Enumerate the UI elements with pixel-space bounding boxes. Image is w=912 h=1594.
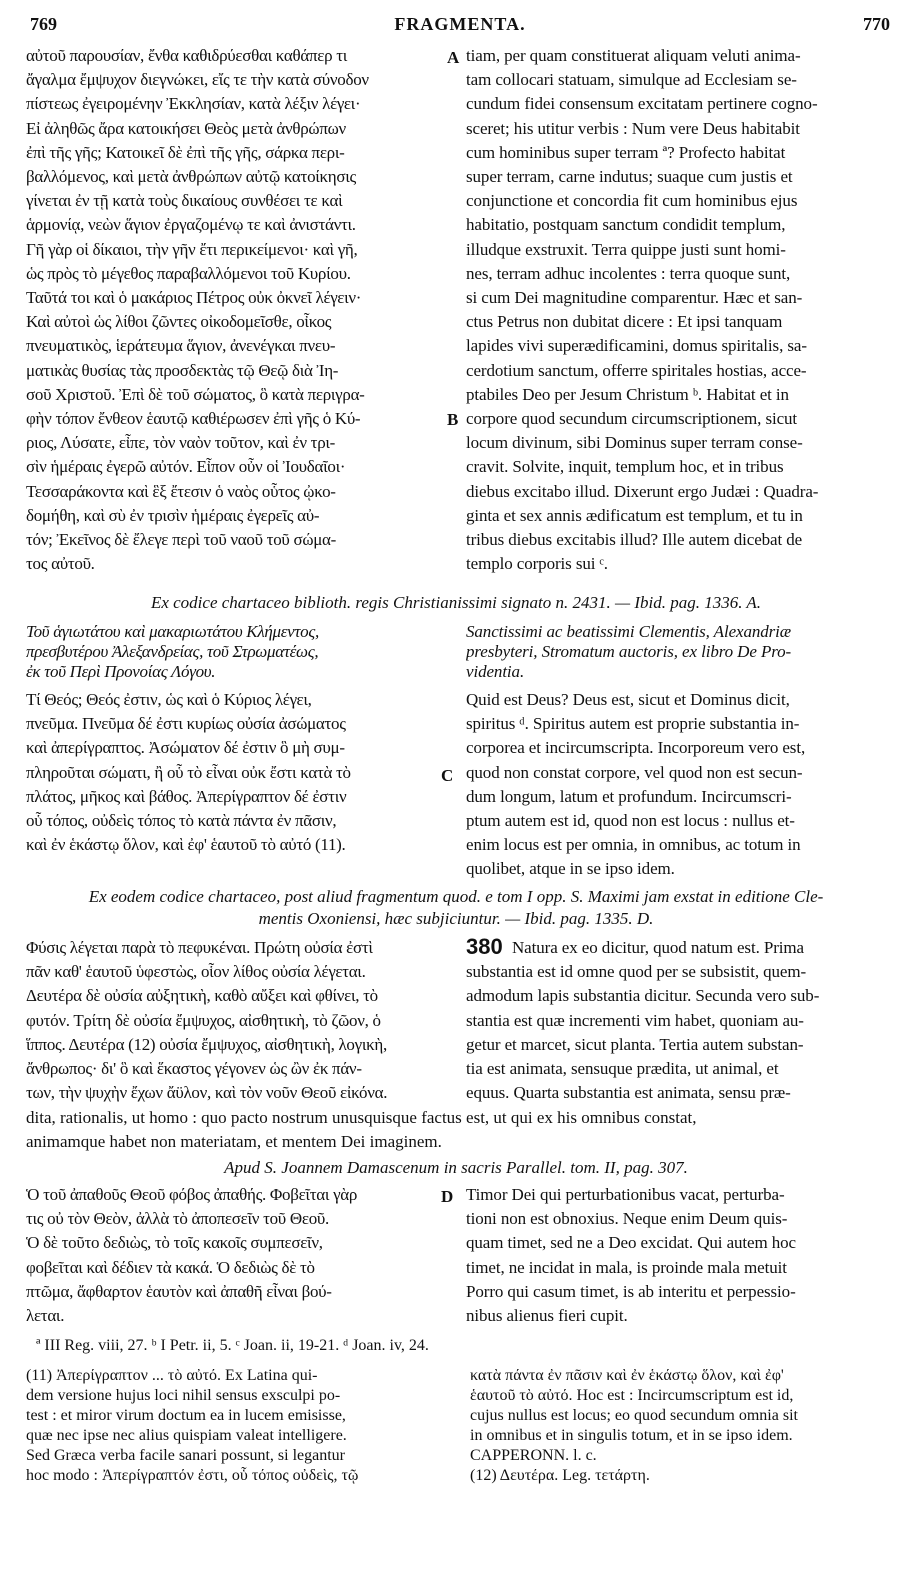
- text-line: τος αὐτοῦ.: [26, 554, 95, 574]
- section4-latin: [466, 1183, 886, 1328]
- text-line: Porro qui casum timet, is ab interitu et perpessio-: [466, 1281, 796, 1301]
- footnote-line: dem versione hujus loci nihil sensus exsculpi po-: [26, 1387, 341, 1404]
- margin-letter-d: D: [441, 1187, 454, 1206]
- text-line: ἐπὶ τῆς γῆς; Κατοικεῖ δὲ ἐπὶ τῆς γῆς, σάρκα περι-: [26, 142, 345, 162]
- text-line: φοβεῖται καὶ δέδιεν τὰ κακά. Ὁ δεδιὼς δὲ τὸ: [26, 1257, 315, 1277]
- text-line: Τεσσαράκοντα καὶ ἓξ ἔτεσιν ὁ ναὸς οὗτος ᾠκο-: [26, 481, 336, 501]
- text-line: ptum autem est id, quod non est locus : nullus et-: [466, 811, 795, 831]
- footnote-line: test : et miror virum doctum ea in lucem emisisse,: [26, 1407, 346, 1424]
- section1-latin: [466, 44, 886, 576]
- footnote-line: ἑαυτοῦ τὸ αὐτό. Hoc est : Incircumscriptum est id,: [470, 1387, 794, 1404]
- text-line: Timor Dei qui perturbationibus vacat, perturba-: [466, 1185, 785, 1204]
- text-line: πνευματικὸς, ἱεράτευμα ἅγιον, ἀνενέγκαι πνευ-: [26, 336, 336, 356]
- text-line: καὶ ἐν ἑκάστῳ ὅλον, καὶ ἐφ' ἑαυτοῦ τὸ αὐτό (11).: [26, 835, 346, 855]
- text-line: equus. Quarta substantia est animata, sensu præ-: [466, 1083, 791, 1103]
- footnote-line: κατὰ πάντα ἐν πᾶσιν καὶ ἐν ἑκάστῳ ὅλον, καὶ ἐφ': [470, 1367, 784, 1384]
- text-line: sceret; his utitur verbis : Num vere Deus habitabit: [466, 118, 800, 138]
- text-line: cerdotium sanctum, offerre spiritales hostias, acce-: [466, 360, 807, 380]
- text-line: ἵππος. Δευτέρα (12) οὐσία ἔμψυχος, αἰσθητικὴ, λογικὴ,: [26, 1034, 387, 1054]
- text-line: Γῆ γὰρ οἱ δίκαιοι, τὴν γῆν ἔτι περικείμενοι· καὶ γῆ,: [26, 239, 358, 259]
- text-line: Δευτέρα δὲ οὐσία αὐξητικὴ, καθὸ αὔξει καὶ φθίνει, τὸ: [26, 986, 378, 1006]
- text-line: βαλλόμενος, καὶ μετὰ ἀνθρώπων αὐτῷ κατοίκησις: [26, 167, 356, 187]
- footnotes-right: [470, 1366, 890, 1486]
- text-line: animamque habet non materiatam, et mentem Dei imaginem.: [26, 1132, 442, 1151]
- text-line: πνεῦμα. Πνεῦμα δέ ἐστι κυρίως οὐσία ἀσώματος: [26, 714, 346, 734]
- text-line: quam timet, sed ne a Deo excidat. Qui autem hoc: [466, 1233, 796, 1253]
- text-line: ὡς πρὸς τὸ μέγεθος παραβαλλόμενοι τοῦ Κυρίου.: [26, 263, 351, 283]
- text-line: ριος, Λύσατε, εἶπε, τὸν ναὸν τοῦτον, καὶ ἐν τρι-: [26, 433, 336, 453]
- text-line: Τί Θεός; Θεός ἐστιν, ὡς καὶ ὁ Κύριος λέγει,: [26, 690, 312, 709]
- title-line: Sanctissimi ac beatissimi Clementis, Alexandriæ: [466, 622, 792, 641]
- section4-greek: [26, 1183, 446, 1328]
- running-header: [30, 14, 890, 40]
- text-line: diebus excitabo illud. Dixerunt ergo Judæi : Quadra-: [466, 481, 819, 501]
- text-line: ἄγαλμα ἔμψυχον διεγνώκει, εἴς τε τὴν κατὰ σύνοδον: [26, 70, 369, 90]
- title-line: πρεσβυτέρου Ἀλεξανδρείας, τοῦ Στρωματέως,: [26, 642, 319, 661]
- text-line: dita, rationalis, ut homo : quo pacto nostrum unusquisque factus est, ut qui ex his omnibus constat,: [26, 1108, 697, 1127]
- text-line: corpore quod secundum circumscriptionem, sicut: [466, 409, 798, 429]
- footnote-line: cujus nullus est locus; eo quod secundum omnia sit: [470, 1407, 798, 1424]
- text-line: ματικὰς θυσίας τὰς προσδεκτὰς τῷ Θεῷ διὰ Ἰη-: [26, 360, 339, 380]
- text-line: tiam, per quam constituerat aliquam veluti anima-: [466, 46, 801, 65]
- text-line: cravit. Solvite, inquit, templum hoc, et in tribus: [466, 457, 784, 477]
- footnote-line: quæ nec ipse nec alius quispiam valeat intelligere.: [26, 1427, 347, 1444]
- text-line: habitatio, postquam sanctum condidit templum,: [466, 215, 786, 235]
- source-note-3: Apud S. Joannem Damascenum in sacris Parallel. tom. II, pag. 307.: [224, 1158, 688, 1177]
- title-line: presbyteri, Stromatum auctoris, ex libro De Pro-: [466, 642, 792, 661]
- text-line: ἁρμονίᾳ, νεὼν ἅγιον ἐργαζομένῳ τε καὶ ἀνιστάντι.: [26, 215, 356, 235]
- text-line: tribus diebus excitabis illud? Ille autem dicebat de: [466, 530, 803, 550]
- footnote-line: in omnibus et in singulis totum, et in se ipso idem.: [470, 1427, 793, 1444]
- text-line: δομήθη, καὶ σὺ ἐν τρισὶν ἡμέραις ἐγερεῖς αὐ-: [26, 505, 320, 525]
- text-line: τόν; Ἐκεῖνος δὲ ἔλεγε περὶ τοῦ ναοῦ τοῦ σώμα-: [26, 530, 337, 550]
- text-line: Ὁ δὲ τοῦτο δεδιὼς, τὸ τοῖς κακοῖς συμπεσεῖν,: [26, 1233, 323, 1253]
- text-line: cum hominibus super terram ª? Profecto habitat: [466, 142, 786, 162]
- text-line: timet, ne incidat in mala, is proinde mala metuit: [466, 1257, 787, 1277]
- text-line: quolibet, atque in se ipso idem.: [466, 859, 675, 879]
- text-line: φὴν τόπον ἔνθεον ἑαυτῷ καθιέρωσεν ἐπὶ γῆς ὁ Κύ-: [26, 409, 361, 429]
- title-line: ἐκ τοῦ Περὶ Προνοίας Λόγου.: [26, 662, 216, 681]
- text-line: ἄνθρωπος· δι' ὃ καὶ ἕκαστος γέγονεν ὡς ὢν ἐκ πάν-: [26, 1059, 362, 1079]
- text-line: Quid est Deus? Deus est, sicut et Dominus dicit,: [466, 690, 790, 709]
- text-line: dum longum, latum et profundum. Incircumscri-: [466, 786, 792, 806]
- column-number: 380: [466, 934, 503, 959]
- text-line: πίστεως ἐγειρομένην Ἐκκλησίαν, κατὰ λέξιν λέγει·: [26, 94, 361, 114]
- page-number-left: 769: [30, 14, 57, 34]
- section3-greek: [26, 936, 446, 1105]
- text-line: λεται.: [26, 1306, 65, 1326]
- text-line: ginta et sex annis ædificatum est templum, et tu in: [466, 505, 803, 525]
- text-line: super terram, carne indutus; suaque cum justis et: [466, 167, 793, 187]
- text-line: si cum Dei magnitudine comparentur. Hæc et san-: [466, 288, 803, 308]
- section3-full-width: [26, 1106, 886, 1154]
- text-line: αὐτοῦ παρουσίαν, ἔνθα καθιδρύεσθαι καθάπερ τι: [26, 46, 348, 65]
- text-line: των, τὴν ψυχὴν ἔχων ἄϋλον, καὶ τὸν νοῦν Θεοῦ εἰκόνα.: [26, 1083, 388, 1103]
- text-line: καὶ ἀπερίγραπτος. Ἀσώματον δέ ἐστιν ὃ μὴ συμ-: [26, 738, 345, 758]
- text-line: admodum lapis substantia dicitur. Secunda vero sub-: [466, 986, 820, 1006]
- running-title: FRAGMENTA.: [394, 14, 526, 34]
- text-line: πᾶν καθ' ἑαυτοῦ ὑφεστὼς, οἷον λίθος οὐσία λέγεται.: [26, 962, 366, 982]
- text-line: Ταῦτά τοι καὶ ὁ μακάριος Πέτρος οὐκ ὀκνεῖ λέγειν·: [26, 288, 362, 308]
- text-line: οὗ τόπος, οὐδεὶς τόπος τὸ κατὰ πάντα ἐν πᾶσιν,: [26, 811, 337, 831]
- text-line: locum divinum, sibi Dominus super terram conse-: [466, 433, 803, 453]
- section2-latin-title: [466, 622, 886, 682]
- text-line: φυτόν. Τρίτη δὲ οὐσία ἔμψυχος, αἰσθητικὴ, τὸ ζῶον, ὁ: [26, 1010, 381, 1030]
- text-line: nes, terram adhuc incolentes : terra quoque sunt,: [466, 263, 791, 283]
- footnote-line: CAPPERONN. l. c.: [470, 1447, 597, 1464]
- text-line: templo corporis sui ᶜ.: [466, 554, 608, 574]
- footnote-line: (12) Δευτέρα. Leg. τετάρτη.: [470, 1467, 650, 1484]
- text-line: γίνεται ἐν τῇ κατὰ τοὺς δικαίους συνθέσει τε καὶ: [26, 191, 343, 211]
- text-line: lapides vivi superædificamini, domus spiritalis, sa-: [466, 336, 807, 356]
- text-line: Φύσις λέγεται παρὰ τὸ πεφυκέναι. Πρώτη οὐσία ἐστὶ: [26, 938, 373, 957]
- text-line: πληροῦται σώματι, ἢ οὗ τὸ εἶναι οὐκ ἔστι κατὰ τὸ: [26, 762, 351, 782]
- text-line: quod non constat corpore, vel quod non est secun-: [466, 762, 803, 782]
- margin-letter-a: A: [447, 48, 460, 67]
- text-line: Καὶ αὐτοὶ ὡς λίθοι ζῶντες οἰκοδομεῖσθε, οἶκος: [26, 312, 332, 332]
- text-line: σὶν ἡμέραις ἐγερῶ αὐτόν. Εἶπον οὖν οἱ Ἰουδαῖοι·: [26, 457, 346, 477]
- text-line: Natura ex eo dicitur, quod natum est. Prima: [512, 938, 804, 957]
- title-line: Τοῦ ἁγιωτάτου καὶ μακαριωτάτου Κλήμεντος,: [26, 622, 319, 641]
- footnote-line: hoc modo : Ἀπερίγραπτόν ἐστι, οὗ τόπος οὐδεὶς, τῷ: [26, 1467, 359, 1484]
- text-line: σοῦ Χριστοῦ. Ἐπὶ δὲ τοῦ σώματος, ὃ κατὰ περιγρα-: [26, 384, 365, 404]
- page-number-right: 770: [863, 14, 890, 34]
- footnote-line: Sed Græca verba facile sanari possunt, si legantur: [26, 1447, 346, 1464]
- text-line: Εἰ ἀληθῶς ἄρα κατοικήσει Θεὸς μετὰ ἀνθρώπων: [26, 118, 346, 138]
- source-line: Ex eodem codice chartaceo, post aliud fragmentum quod. e tom I opp. S. Maximi jam exstat in editione Cle-: [88, 887, 824, 906]
- section2-latin: [466, 688, 886, 882]
- text-line: tioni non est obnoxius. Neque enim Deum quis-: [466, 1209, 788, 1229]
- text-line: cundum fidei consensum excitatam pertinere cogno-: [466, 94, 818, 114]
- section1-greek: [26, 44, 446, 576]
- source-line: mentis Oxoniensi, hæc subjiciuntur. — Ibid. pag. 1335. D.: [258, 909, 654, 928]
- footnote-line: (11) Ἀπερίγραπτον ... τὸ αὐτό. Ex Latina qui-: [26, 1367, 318, 1384]
- footnotes-left: [26, 1366, 456, 1486]
- text-line: Ὁ τοῦ ἀπαθοῦς Θεοῦ φόβος ἀπαθής. Φοβεῖται γὰρ: [26, 1185, 358, 1204]
- source-note-2: [26, 886, 886, 930]
- section2-greek-title: [26, 622, 446, 682]
- text-line: πτῶμα, ἄφθαρτον ἑαυτὸν καὶ ἀπαθῆ εἶναι βού-: [26, 1281, 332, 1301]
- source-note-1: Ex codice chartaceo biblioth. regis Christianissimi signato n. 2431. — Ibid. pag. 1336. A.: [150, 593, 762, 612]
- section3-latin: [466, 936, 886, 1105]
- text-line: conjunctione et concordia fit cum hominibus ejus: [466, 191, 798, 211]
- scripture-references: ª III Reg. viii, 27. ᵇ I Petr. ii, 5. ᶜ Joan. ii, 19-21. ᵈ Joan. iv, 24.: [36, 1337, 429, 1354]
- text-line: getur et marcet, sicut planta. Tertia autem substan-: [466, 1034, 804, 1054]
- text-line: stantia est quæ incrementi vim habet, quoniam au-: [466, 1010, 804, 1030]
- text-line: ctus Petrus non dubitat dicere : Et ipsi tanquam: [466, 312, 783, 332]
- text-line: τις οὐ τὸν Θεὸν, ἀλλὰ τὸ ἀποπεσεῖν τοῦ Θεοῦ.: [26, 1209, 329, 1229]
- text-line: ptabiles Deo per Jesum Christum ᵇ. Habitat et in: [466, 384, 789, 404]
- title-line: videntia.: [466, 662, 525, 681]
- text-line: πλάτος, μῆκος καὶ βάθος. Ἀπερίγραπτον δέ ἐστιν: [26, 786, 347, 806]
- text-line: tia est animata, sensuque prædita, ut animal, et: [466, 1059, 779, 1079]
- text-line: tam collocari statuam, simulque ad Ecclesiam se-: [466, 70, 797, 90]
- margin-letter-b: B: [447, 410, 459, 429]
- margin-letter-c: C: [441, 766, 454, 785]
- text-line: spiritus ᵈ. Spiritus autem est proprie substantia in-: [466, 714, 800, 734]
- section2-greek: [26, 688, 446, 857]
- text-line: nibus alienus fieri cupit.: [466, 1306, 628, 1326]
- text-line: illudque exstruxit. Terra quippe justi sunt homi-: [466, 239, 786, 259]
- text-line: substantia est id omne quod per se subsistit, quem-: [466, 962, 807, 982]
- text-line: corporea et incircumscripta. Incorporeum vero est,: [466, 738, 806, 758]
- text-line: enim locus est per omnia, in omnibus, ac totum in: [466, 835, 801, 855]
